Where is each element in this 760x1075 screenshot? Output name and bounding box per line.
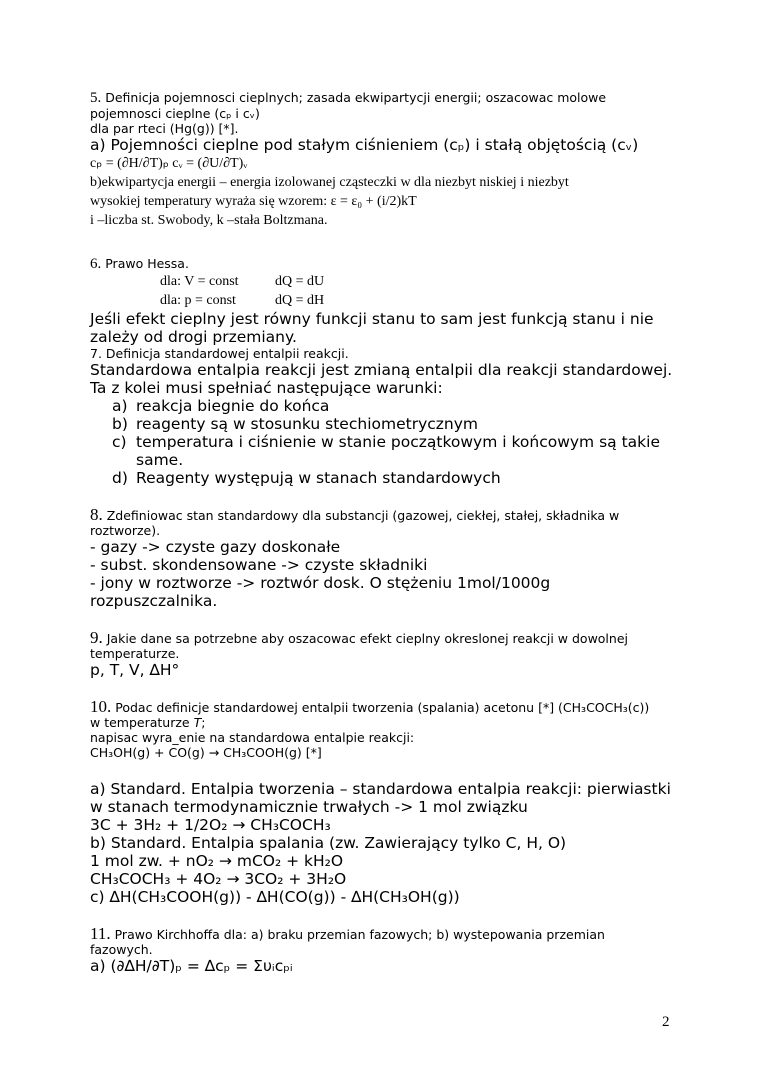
answer-9: p, T, V, ∆H° [90,661,180,679]
answer-5b: b)ekwipartycja energii – energia izolowanej cząsteczki w dla niezbyt niskiej i niezbyt [90,175,569,190]
question-8: 8. Zdefiniowac stan standardowy dla substancji (gazowej, ciekłej, stałej, składnika w [90,505,620,524]
formation-reaction: 3C + 3H₂ + 1/2O₂ → CH₃COCH₃ [90,816,331,834]
answer-8-ions: - jony w roztworze -> roztwór dosk. O stężeniu 1mol/1000g [90,574,551,592]
question-5-line3: dla par rteci (Hg(g)) [*]. [90,121,239,136]
combustion-acetone: CH₃COCH₃ + 4O₂ → 3CO₂ + 3H₂O [90,870,347,888]
list-item: same. [136,451,184,469]
question-5-line2: pojemnosci cieplne (cₚ i cᵥ) [90,106,260,121]
question-9-line2: temperaturze. [90,646,180,661]
answer-5a: a) Pojemności cieplne pod stałym ciśnieniem (cₚ) i stałą objętością (cᵥ) [90,136,639,154]
answer-6-line2: zależy od drogi przemiany. [90,328,297,346]
question-5: 5. Definicja pojemnosci cieplnych; zasada ekwipartycji energii; oszacowac molowe [90,90,607,106]
reaction-equation: CH₃OH(g) + CO(g) → CH₃COOH(g) [*] [90,745,322,760]
question-10-line2: w temperaturze T; [90,715,206,730]
question-8-line2: roztworze). [90,523,161,538]
section-10 [90,699,690,906]
equipartition-formula: wysokiej temperatury wyraża się wzorem: ε = ε₀ + (i/2)kT [90,194,417,209]
conditions-list [90,397,690,487]
question-6: 6. Prawo Hessa. [90,256,189,272]
answer-7-line2: Ta z kolei musi spełniać następujące warunki: [90,379,443,397]
question-10-line3: napisac wyra_enie na standardowa entalpie reakcji: [90,730,415,745]
answer-8-ions-cont: rozpuszczalnika. [90,592,218,610]
combustion-general: 1 mol zw. + nO₂ → mCO₂ + kH₂O [90,852,344,870]
section-11 [90,926,690,975]
page-number: 2 [662,1014,670,1030]
kirchhoff-formula: a) (∂∆H/∂T)ₚ = ∆cₚ = Συᵢcₚᵢ [90,957,293,975]
question-9: 9. Jakie dane sa potrzebne aby oszacowac efekt cieplny okreslonej reakcji w dowolnej [90,628,628,647]
hess-row-volume: dla: V = const dQ = dU [160,274,325,289]
answer-6-line1: Jeśli efekt cieplny jest równy funkcji stanu to sam jest funkcją stanu i nie [90,310,654,328]
section-5 [90,90,690,230]
list-item: d) Reagenty występują w stanach standardowych [112,469,501,487]
answer-10c: c) ∆H(CH₃COOH(g)) - ∆H(CO(g)) - ∆H(CH₃OH(g)) [90,888,460,906]
hess-row-pressure: dla: p = const dQ = dH [160,293,325,308]
document-page [90,90,690,975]
answer-10a-line2: w stanach termodynamicznie trwałych -> 1 mol związku [90,798,528,816]
section-6 [90,256,690,346]
section-7 [90,346,690,487]
answer-7-line1: Standardowa entalpia reakcji jest zmianą entalpii dla reakcji standardowej. [90,361,673,379]
question-10: 10. Podac definicje standardowej entalpii tworzenia (spalania) acetonu [*] (CH₃COCH₃(c)) [90,697,650,716]
list-item: b) reagenty są w stosunku stechiometrycznym [112,415,478,433]
answer-10a-line1: a) Standard. Entalpia tworzenia – standardowa entalpia reakcji: pierwiastki [90,780,671,798]
question-7: 7. Definicja standardowej entalpii reakcji. [90,346,349,361]
section-9 [90,630,690,679]
answer-8-gases: - gazy -> czyste gazy doskonałe [90,538,341,556]
list-item: c) temperatura i ciśnienie w stanie początkowym i końcowym są takie [112,433,660,451]
list-item: a) reakcja biegnie do końca [112,397,330,415]
answer-8-condensed: - subst. skondensowane -> czyste składniki [90,556,428,574]
answer-5-note: i –liczba st. Swobody, k –stała Boltzmana. [90,213,328,228]
question-11: 11. Prawo Kirchhoffa dla: a) braku przemian fazowych; b) wystepowania przemian [90,924,605,943]
question-11-line2: fazowych. [90,942,153,957]
answer-10b: b) Standard. Entalpia spalania (zw. Zawierający tylko C, H, O) [90,834,567,852]
section-8 [90,507,690,610]
heat-capacity-formulas: cₚ = (∂H/∂T)ₚ cᵥ = (∂U/∂T)ᵥ [90,156,248,171]
